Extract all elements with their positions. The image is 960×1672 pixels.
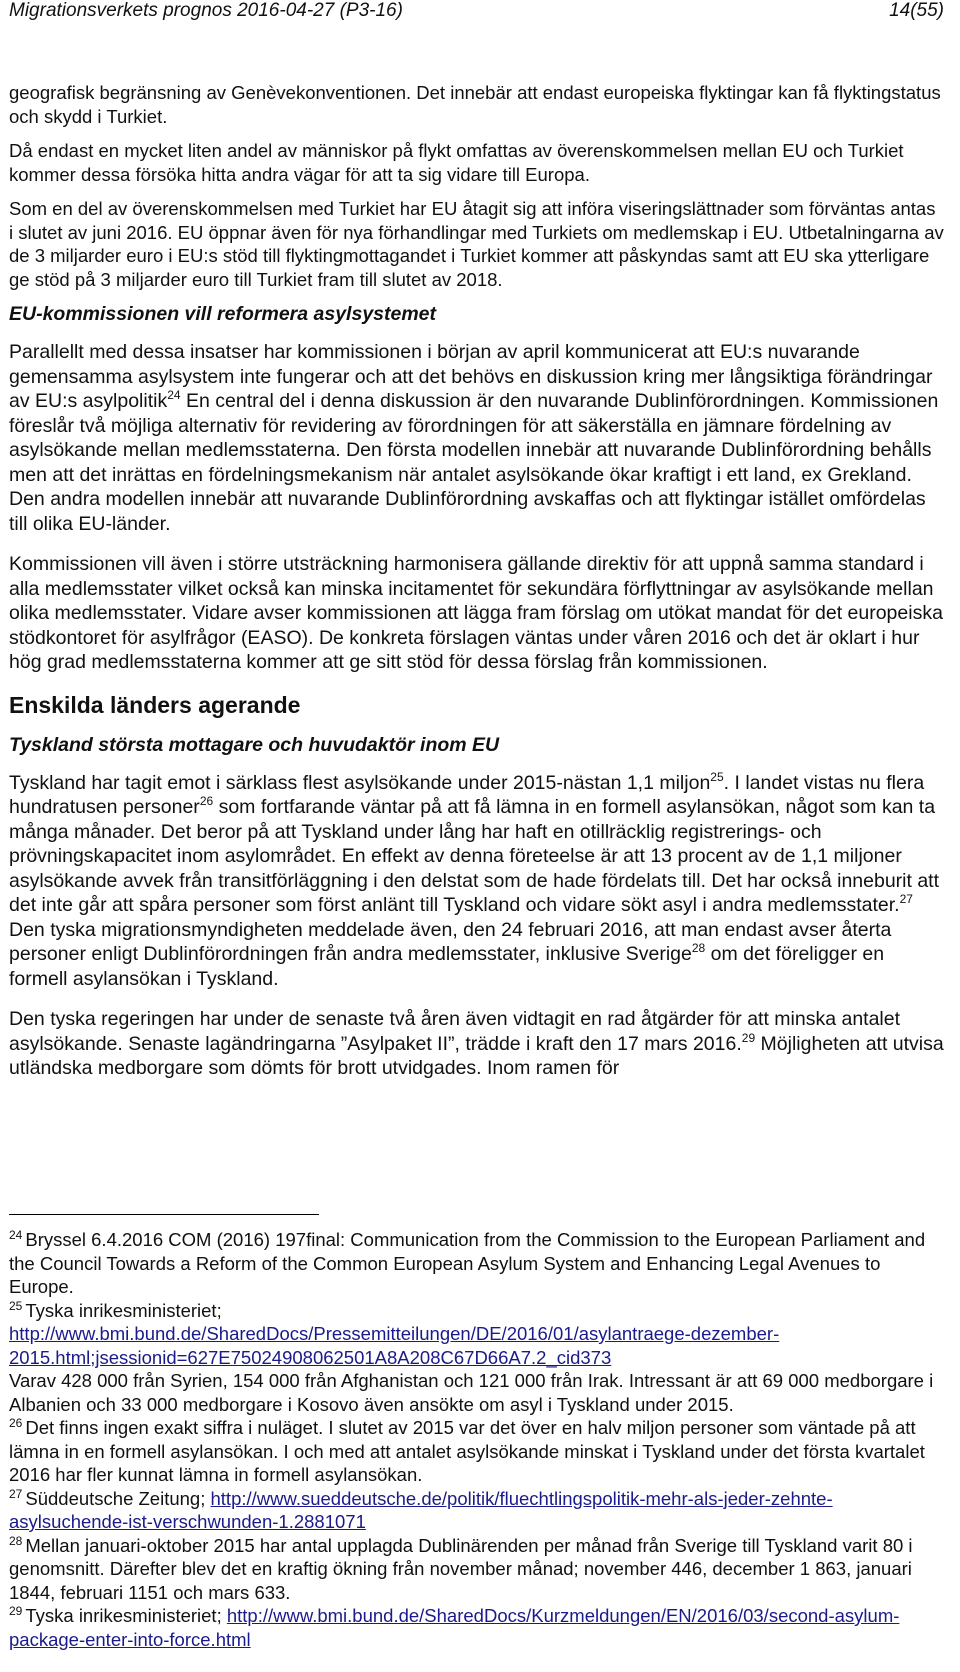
- text-segment: som fortfarande väntar på att få lämna in en formell asylansökan, något som kan ta många månader. Det beror på att Tyskland under lång har haft en otillräcklig registrerings- och prövningskapacitet inom asylområdet. En effekt av denna företeelse är att 13 procent av de 1,1 miljoner asylsökande avvek från transitförläggning i den delstat som de hade fördelats till. Det har också inneburit att det inte går att spåra personer som först anlänt till Tyskland och vidare sökt asyl i andra medlemsstater.: [9, 796, 940, 916]
- footnote-28: [9, 1534, 944, 1605]
- text-segment: Tyskland har tagit emot i särklass flest asylsökande under 2015-nästan 1,1 miljon: [9, 771, 711, 794]
- footnote-25-continued: Varav 428 000 från Syrien, 154 000 från Afghanistan och 121 000 från Irak. Intressant är att 69 000 medborgare i Albanien och 33 000 medborgare i Kosovo även ansökte om asyl i Tyskland under 2015.: [9, 1370, 934, 1415]
- footnote-text: Bryssel 6.4.2016 COM (2016) 197final: Communication from the Commission to the European Parliament and the Council Towards a Reform of the Common European Asylum System and Enhancing Legal Avenues to Europe.: [9, 1229, 926, 1297]
- footnote-link[interactable]: http://www.bmi.bund.de/SharedDocs/Kurzmeldungen/EN/2016/03/second-asylum-package-enter-into-force.html: [9, 1605, 900, 1650]
- footnote-separator: [9, 1214, 319, 1215]
- text-segment: Parallellt med dessa insatser har kommissionen i början av april kommunicerat att EU:s nuvarande gemensamma asylsystem inte fungerar och att det behövs en diskussion kring mer långsiktiga förändringar av EU:s asylpolitik: [9, 341, 933, 412]
- footnote-ref-29[interactable]: 29: [741, 1030, 756, 1045]
- footnote-number: 27: [9, 1486, 23, 1501]
- page-number: 14(55): [889, 0, 944, 21]
- footnote-number: 26: [9, 1416, 23, 1430]
- footnote-ref-26[interactable]: 26: [199, 794, 214, 808]
- paragraph-dublin-reform: [9, 340, 944, 536]
- text-segment: . I landet vistas nu flera hundratusen personer: [9, 771, 925, 818]
- paragraph-germany-intake: [9, 771, 944, 992]
- footnote-text: Tyska inrikesministeriet;: [25, 1605, 222, 1626]
- section-heading: Enskilda länders agerande: [9, 691, 301, 718]
- footnote-number: 25: [9, 1298, 23, 1313]
- footnote-link[interactable]: http://www.sueddeutsche.de/politik/fluechtlingspolitik-mehr-als-jeder-zehnte-asylsuchende-ist-verschwunden-1.2881071: [9, 1487, 833, 1532]
- document-title: Migrationsverkets prognos 2016-04-27 (P3-16): [9, 0, 403, 21]
- text-segment: om det föreligger en formell asylansökan i Tyskland.: [9, 943, 885, 990]
- subheading-germany: Tyskland största mottagare och huvudaktör inom EU: [9, 733, 500, 756]
- footnote-26: [9, 1416, 944, 1487]
- footnote-ref-27[interactable]: 27: [899, 892, 913, 906]
- footnote-text: Tyska inrikesministeriet;: [25, 1299, 222, 1321]
- footnote-27: [9, 1487, 944, 1534]
- footnote-link[interactable]: http://www.bmi.bund.de/SharedDocs/Pressemitteilungen/DE/2016/01/asylantraege-dezember-2015.html;jsessionid=627E75024908062501A8A208C67D66A7.2_cid373: [9, 1323, 780, 1368]
- footnote-29: [9, 1604, 944, 1651]
- footnote-number: 29: [9, 1604, 23, 1618]
- text-segment: En central del i denna diskussion är den nuvarande Dublinförordningen. Kommissionen föreslår två möjliga alternativ för revidering av förordningen för att säkerställa en jämnare fördelning av asylsökande mellan medlemsstaterna. Den första modellen innebär att nuvarande Dublinförordning behålls men att det inrättas en fördelningsmekanism när antalet asylsökande ökar kraftigt i ett land, ex Grekland. Den andra modellen innebär att nuvarande Dublinförordning avskaffas och att flyktingar istället omfördelas till olika EU-länder.: [9, 390, 939, 535]
- footnote-text: Det finns ingen exakt siffra i nuläget. I slutet av 2015 var det över en halv miljon personer som väntade på att lämna in en formell asylansökan. I och med att antalet asylsökande minskat i Tyskland under det första kvartalet 2016 har fler kunnat lämna in formell asylansökan.: [9, 1417, 925, 1485]
- footnote-ref-28[interactable]: 28: [691, 941, 706, 955]
- footnote-ref-25[interactable]: 25: [710, 769, 724, 784]
- text-segment: Den tyska migrationsmyndigheten meddelade även, den 24 februari 2016, att man endast avser återta personer enligt Dublinförordningen från andra medlemsstater, inklusive Sverige: [9, 918, 892, 965]
- footnote-25: [9, 1299, 944, 1370]
- paragraph-other-routes: Då endast en mycket liten andel av människor på flykt omfattas av överenskommelsen mellan EU och Turkiet kommer dessa försöka hitta andra vägar för att ta sig vidare till Europa.: [9, 140, 904, 185]
- paragraph-harmonisation: Kommissionen vill även i större utsträckning harmonisera gällande direktiv för att uppnå samma standard i alla medlemsstater vilket också kan minska incitamentet för sekundära förflyttningar av asylsökande mellan olika medlemsstater. Vidare avser kommissionen att lägga fram förslag om utökat mandat för det europeiska stödkontoret för asylfrågor (EASO). De konkreta förslagen väntas under våren 2016 och det är oklart i hur hög grad medlemsstaterna kommer att ge sitt stöd för dessa förslag från kommissionen.: [9, 553, 943, 673]
- subheading-reform: EU-kommissionen vill reformera asylsystemet: [9, 303, 437, 325]
- footnote-number: 28: [9, 1533, 23, 1548]
- footnote-text: Süddeutsche Zeitung;: [25, 1487, 206, 1509]
- footnote-number: 24: [9, 1228, 23, 1242]
- paragraph-geneva: geografisk begränsning av Genèvekonventionen. Det innebär att endast europeiska flyktingar kan få flyktingstatus och skydd i Turkiet.: [9, 82, 941, 127]
- footnote-text: Mellan januari-oktober 2015 har antal upplagda Dublinärenden per månad från Sverige till Tyskland varit 80 i genomsnitt. Därefter blev det en kraftig ökning från november månad; november 446, december 1 863, januari 1844, februari 1151 och mars 633.: [9, 1534, 913, 1603]
- footnote-ref-24[interactable]: 24: [167, 388, 181, 402]
- footnote-24: [9, 1228, 944, 1299]
- text-segment: Möjligheten att utvisa utländska medborgare som dömts för brott utvidgades. Inom ramen för: [9, 1032, 944, 1079]
- paragraph-visa-liberalisation: Som en del av överenskommelsen med Turkiet har EU åtagit sig att införa viseringslättnader som förväntas antas i slutet av juni 2016. EU öppnar även för nya förhandlingar med Turkiets om medlemskap i EU. Utbetalningarna av de 3 miljarder euro i EU:s stöd till flyktingmottagandet i Turkiet kommer att påskyndas samt att EU ska ytterligare ge stöd på 3 miljarder euro till Turkiet fram till slutet av 2018.: [9, 198, 944, 290]
- paragraph-german-measures: [9, 1007, 944, 1081]
- document-body: [9, 81, 944, 1097]
- text-segment: Den tyska regeringen har under de senaste två åren även vidtagit en rad åtgärder för att minska antalet asylsökande. Senaste lagändringarna ”Asylpaket II”, trädde i kraft den 17 mars 2016.: [9, 1008, 901, 1055]
- footnotes: [9, 1228, 944, 1651]
- page-header: [9, 0, 944, 24]
